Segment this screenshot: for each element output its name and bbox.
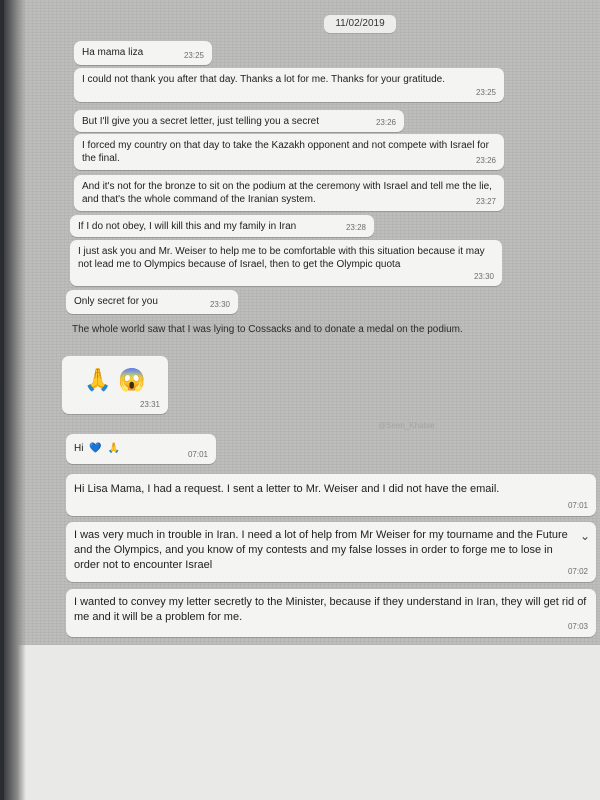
message-text: I wanted to convey my letter secretly to the Minister, because if they understand in Iran, they will get rid of me and it will be a problem for me. [74,596,587,623]
message-time: 07:01 [567,501,588,510]
message-text: And it's not for the bronze to sit on the podium at the ceremony with Israel and tell me the lie, and that's the whole command of the Iranian system. [82,181,492,205]
message-text: I was very much in trouble in Iran. I need a lot of help from Mr Weiser for my tourname and the Future and the Olympics, and you know of my contests and my false losses in order to forge me to lose in order not to encounter Israel [74,529,568,571]
message-time: 07:03 [567,622,588,631]
message-time: 23:30 [473,272,494,281]
message-text: But I'll give you a secret letter, just telling you a secret [82,116,320,127]
emoji-message-bubble[interactable] [62,356,168,414]
folded-hands-icon: 🙏 [107,443,120,454]
date-separator: 11/02/2019 [324,15,396,33]
message-text: If I do not obey, I will kill this and my family in Iran [78,221,297,232]
message-time: 23:28 [345,223,366,232]
message-bubble[interactable] [66,474,596,516]
message-time: 07:01 [187,450,208,459]
message-text: Ha mama liza [82,47,144,58]
message-text: Hi [74,443,84,454]
message-time: 23:27 [475,197,496,206]
message-bubble[interactable] [74,134,504,170]
message-bubble[interactable] [70,215,374,237]
message-time: 23:26 [475,156,496,165]
message-time: 23:25 [183,51,204,60]
message-text: Only secret for you [74,296,158,307]
message-bubble[interactable] [74,68,504,102]
message-time: 23:25 [475,88,496,97]
message-text: Hi Lisa Mama, I had a request. I sent a letter to Mr. Weiser and I did not have the email. [74,483,500,495]
message-time: 23:26 [375,118,396,127]
message-bubble[interactable] [74,41,212,65]
chevron-down-icon[interactable]: ⌄ [579,529,590,543]
message-text: The whole world saw that I was lying to Cossacks and to donate a medal on the podium. [72,324,463,335]
message-text: I just ask you and Mr. Weiser to help me to be comfortable with this situation because it may not lead me to Olympics because of Israel, then to get the Olympic quota [78,246,485,270]
message-bubble[interactable] [66,522,596,582]
message-bubble[interactable] [70,240,502,286]
message-time: 07:02 [567,567,588,576]
message-text: I could not thank you after that day. Thanks a lot for me. Thanks for your gratitude. [82,74,445,85]
message-bubble[interactable] [74,110,404,132]
heart-icon: 💙 [89,443,102,454]
screaming-face-icon: 😱 [118,367,146,392]
message-bubble[interactable] [74,175,504,211]
watermark: @Seen_Khabar [378,421,436,430]
message-bubble[interactable] [66,434,216,464]
page-edge-shadow [4,0,26,800]
message-bubble[interactable] [66,290,238,314]
folded-hands-icon: 🙏 [84,367,112,392]
message-bubble[interactable] [66,589,596,637]
message-time: 23:30 [209,300,230,309]
message-text: I forced my country on that day to take the Kazakh opponent and not compete with Israel for the final. [82,140,489,164]
message-time: 23:31 [139,400,160,409]
